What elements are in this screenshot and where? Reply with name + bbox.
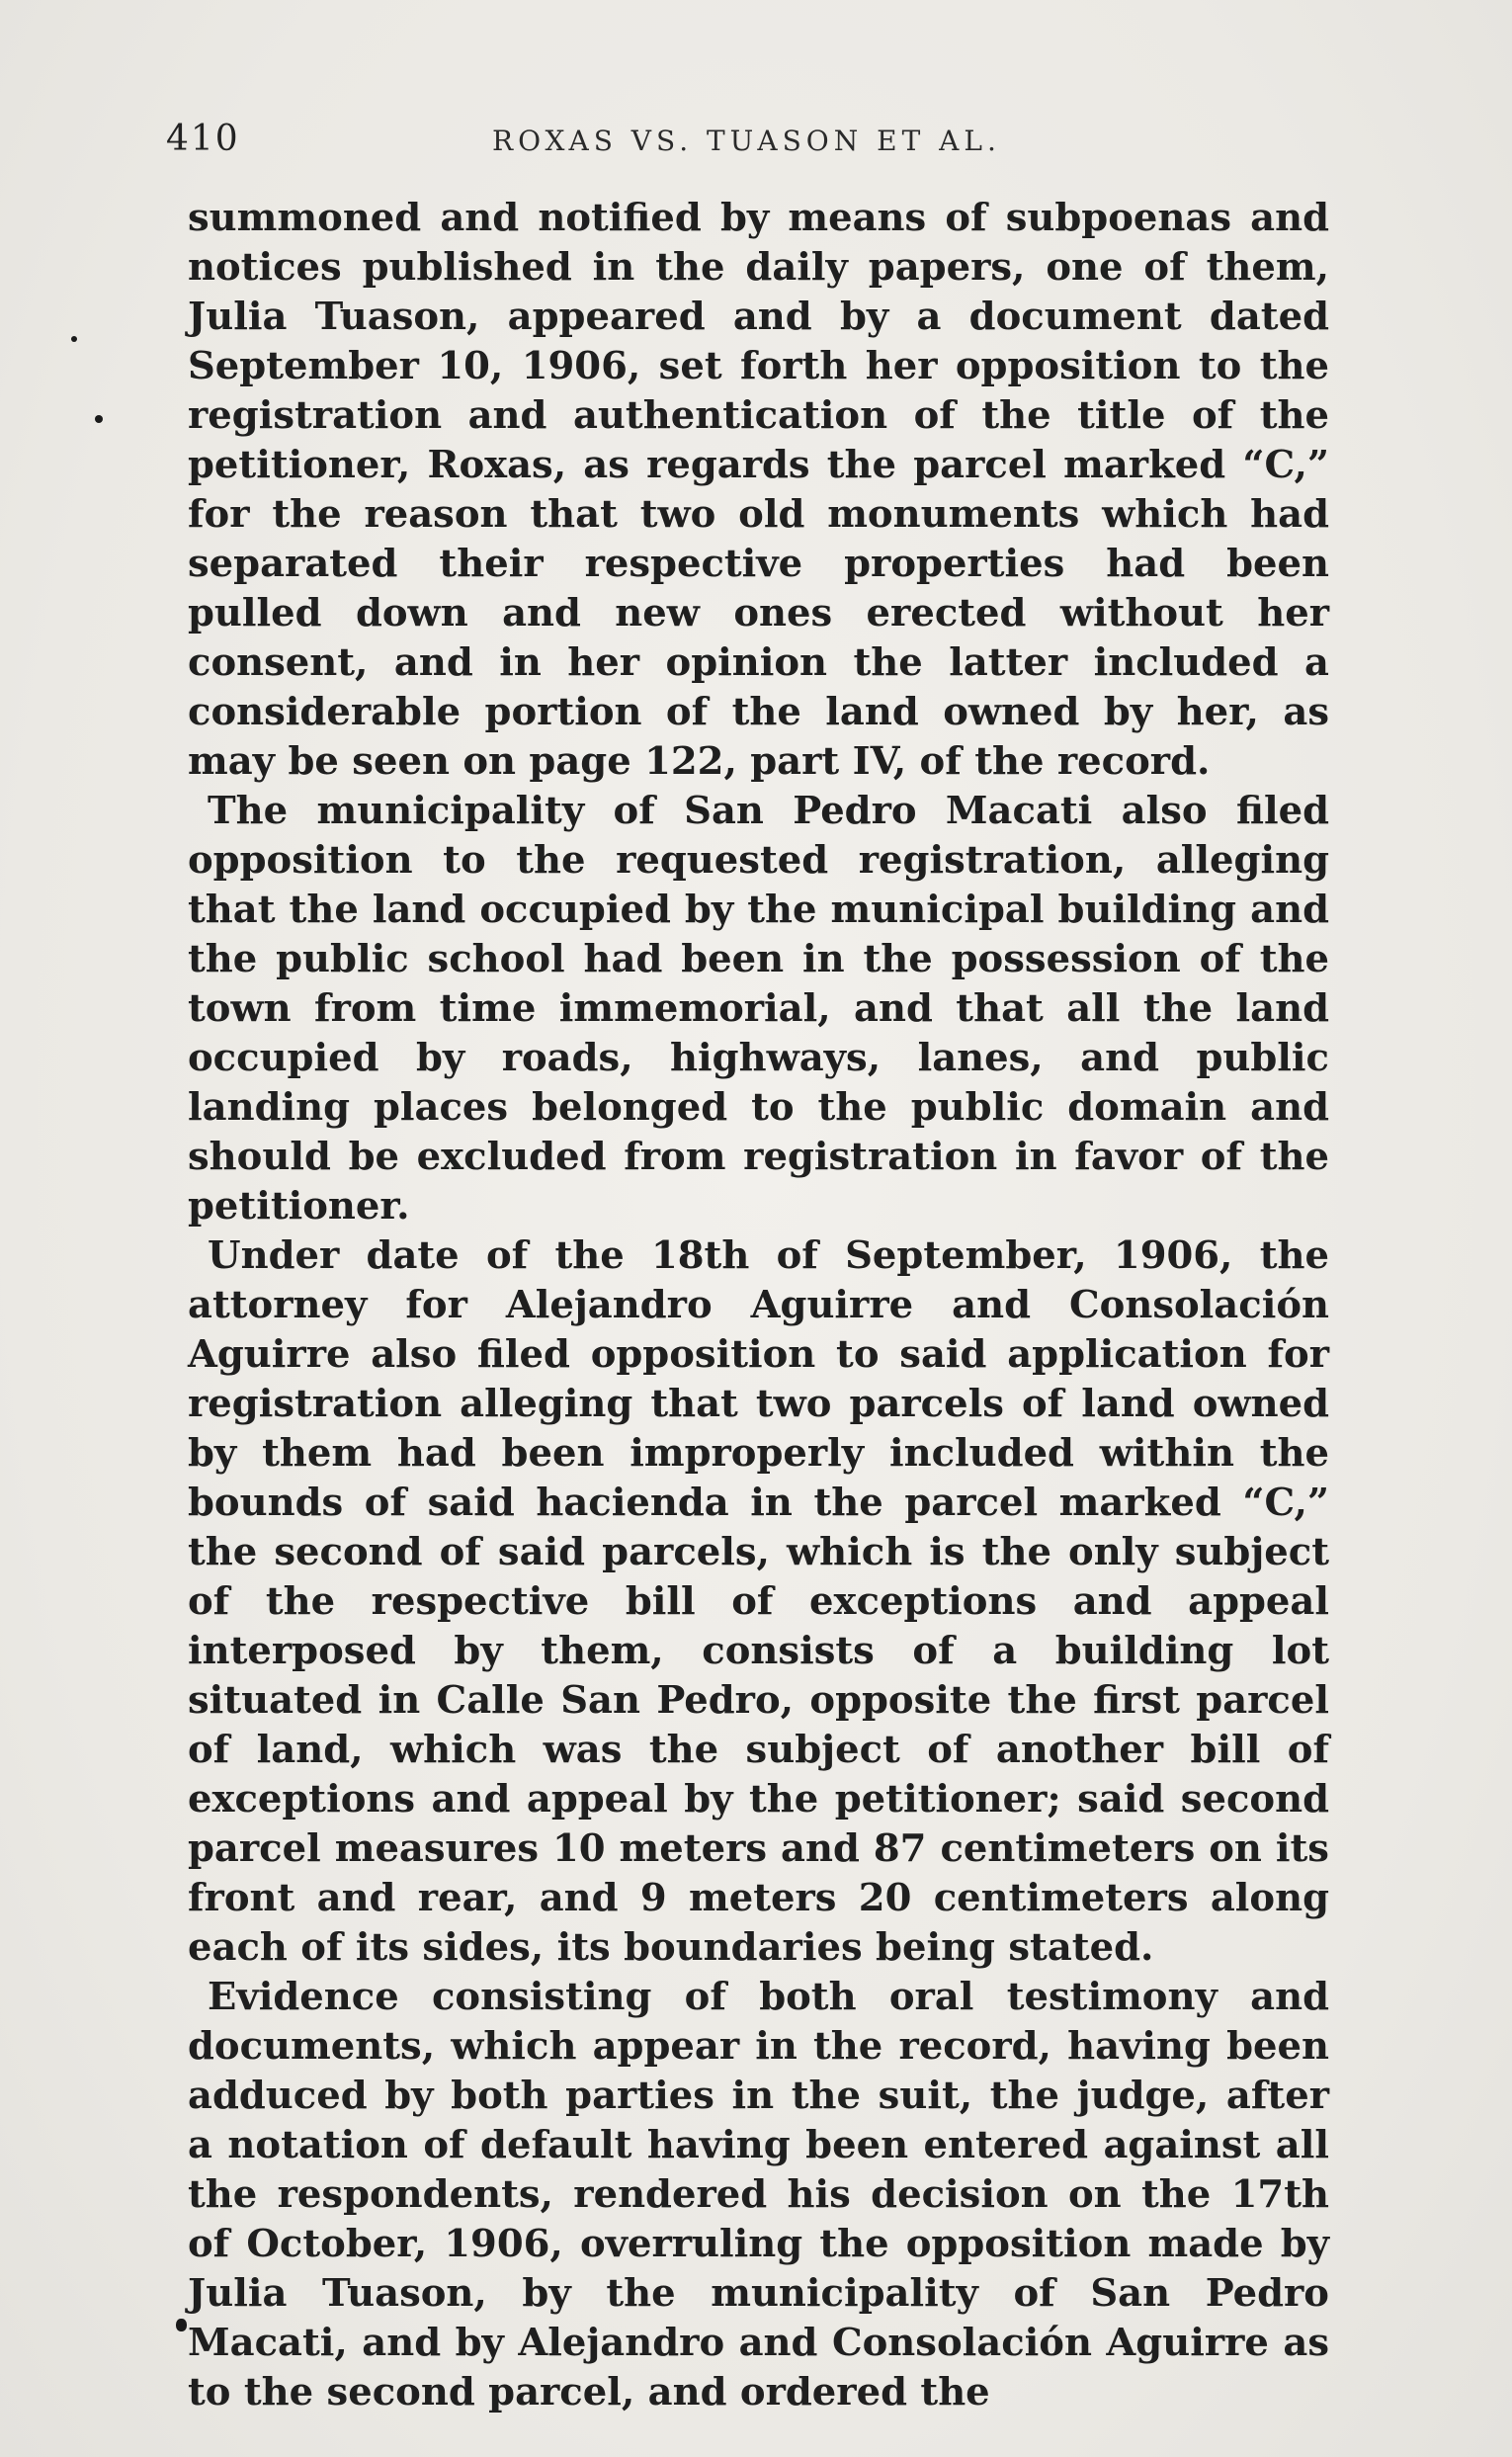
paragraph-aguirre-opposition: Under date of the 18th of September, 1906, the attorney for Alejandro Aguirre and Consolación Aguirre also filed opposition to said application for registration alleging that two parcels of land owned by them had been improperly included within the bounds of said hacienda in the parcel marked “C,” the second of said parcels, which is the only subject of the respective bill of exceptions and appeal interposed by them, consists of a building lot situated in Calle San Pedro, opposite the first parcel of land, which was the subject of another bill of exceptions and appeal by the petitioner; said second parcel measures 10 meters and 87 centimeters on its front and rear, and 9 meters 20 centimeters along each of its sides, its boundaries being stated. xyxy=(188,1233,1329,1970)
paragraph-continuation: summoned and notified by means of subpoenas and notices published in the daily papers, one of them, Julia Tuason, appeared and by a document dated September 10, 1906, set forth her opposition to the registration and authentication of the title of the petitioner, Roxas, as regards the parcel marked “C,” for the reason that two old monuments which had separated their respective properties had been pulled down and new ones erected without her consent, and in her opinion the latter included a considerable portion of the land owned by her, as may be seen on page 122, part IV, of the record. xyxy=(188,196,1329,784)
page-number: 410 xyxy=(166,119,240,159)
body-text xyxy=(188,194,1329,2417)
page-header xyxy=(166,119,1362,178)
margin-dot-mark xyxy=(71,336,77,342)
paragraph-municipality-opposition: The municipality of San Pedro Macati also filed opposition to the requested registration, alleging that the land occupied by the municipal building and the public school had been in the possession of the town from time immemorial, and that all the land occupied by roads, highways, lanes, and public landing places belonged to the public domain and should be excluded from registration in favor of the petitioner. xyxy=(188,789,1329,1228)
margin-ink-mark xyxy=(176,2319,187,2331)
margin-dot-mark xyxy=(95,415,103,423)
paragraph-evidence-decision: Evidence consisting of both oral testimony and documents, which appear in the record, having been adduced by both parties in the suit, the judge, after a notation of default having been entered against all the respondents, rendered his decision on the 17th of October, 1906, overruling the opposition made by Julia Tuason, by the municipality of San Pedro Macati, and by Alejandro and Consolación Aguirre as to the second parcel, and ordered the xyxy=(188,1975,1329,2415)
running-head: ROXAS VS. TUASON ET AL. xyxy=(492,125,1001,157)
